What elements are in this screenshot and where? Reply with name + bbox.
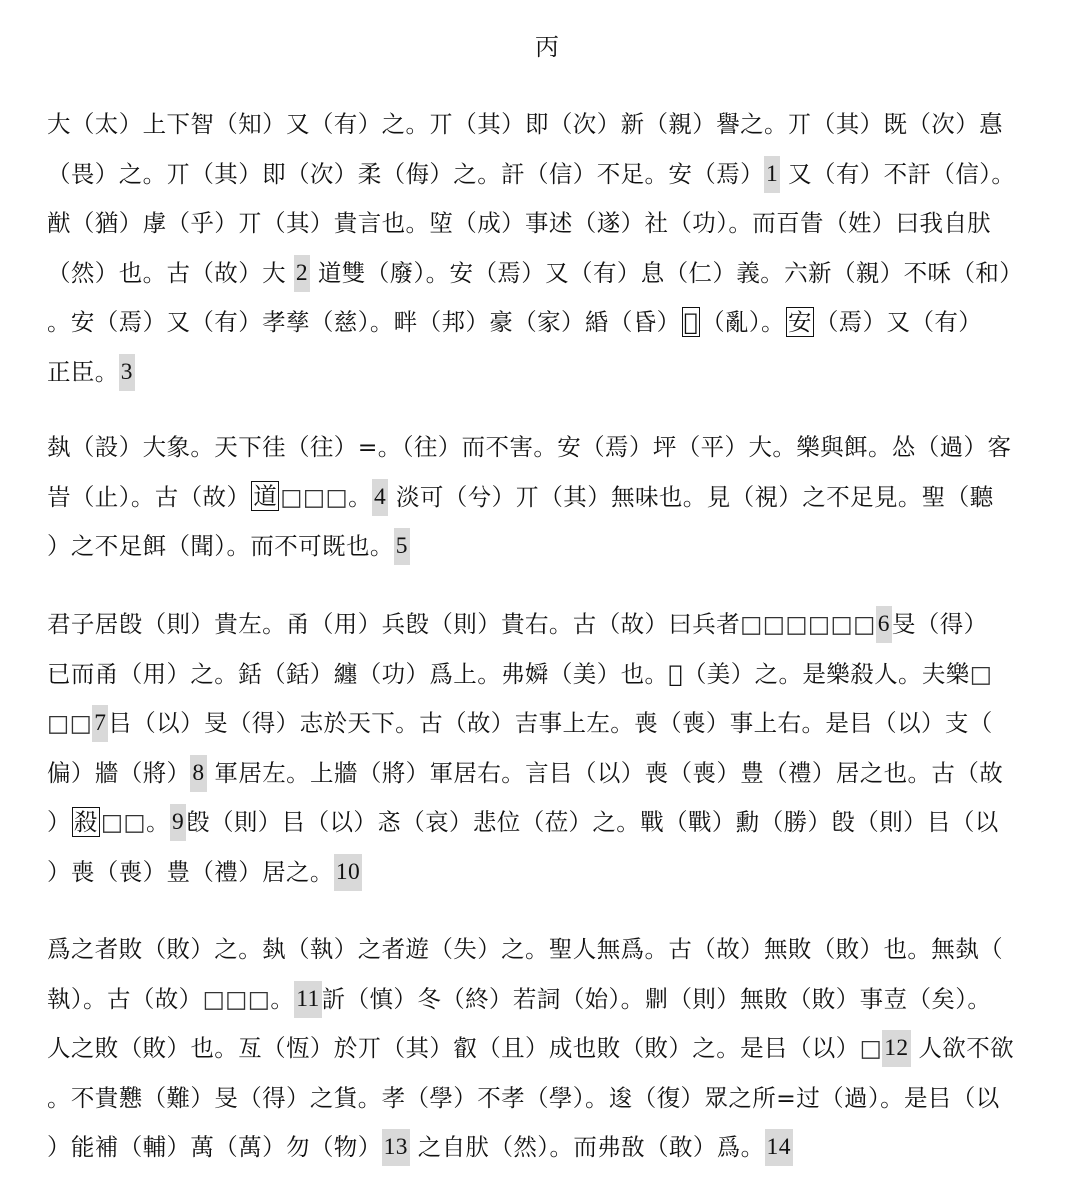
text-line (47, 848, 1052, 898)
text-segment: 爲之者敗（敗）之。埶（執）之者遊（失）之。聖人無爲。古（故）無敗（敗）也。無埶（ (47, 935, 1003, 963)
text-segment: 旻（得） (891, 610, 988, 638)
text-line (47, 925, 1052, 975)
slip-number: 9 (170, 804, 186, 841)
text-line (47, 798, 1052, 848)
slip-number: 13 (382, 1129, 410, 1166)
text-line (47, 249, 1052, 299)
paragraph-4 (47, 925, 1052, 1173)
text-line (47, 423, 1052, 473)
text-segment: （畏）之。丌（其）即（次）柔（侮）之。訐（信）不足。安（焉） (47, 159, 764, 188)
text-segment: 大（太）上下智（知）又（有）之。丌（其）即（次）新（親）譽之。丌（其）既（次）惪 (47, 110, 1003, 138)
text-segment: 。 (146, 808, 170, 836)
text-segment: 道雙（廢）。安（焉）又（有）息（仁）義。六新（親）不咊（和） (310, 258, 1024, 287)
text-segment: （亂）。 (701, 308, 785, 336)
text-segment: 。 (270, 984, 295, 1013)
text-segment: 訢（慎）冬（終）若詞（始）。𠟭（則）無敗（敗）事壴（矣）。 (321, 984, 992, 1013)
text-segment: 淡可（兮）丌（其）無味也。見（視）之不足見。聖（聽 (388, 482, 994, 511)
text-line (47, 1024, 1052, 1074)
text-line (47, 650, 1052, 700)
slip-number: 14 (765, 1129, 793, 1166)
text-line (47, 100, 1052, 150)
slip-number: 6 (876, 606, 892, 643)
text-segment: ）喪（喪）豊（禮）居之。 (47, 857, 334, 886)
slip-number: 4 (372, 479, 388, 516)
paragraph-2 (47, 423, 1052, 572)
text-line (47, 522, 1052, 572)
text-line (47, 699, 1052, 749)
text-line (47, 975, 1052, 1025)
slip-number: 11 (294, 981, 321, 1018)
missing-characters: □□□ (280, 482, 349, 511)
slip-number: 8 (190, 755, 206, 792)
boxed-character: 安 (787, 307, 812, 336)
missing-characters: □□□□□□ (740, 610, 876, 638)
text-line (47, 1074, 1052, 1124)
text-line (47, 749, 1052, 799)
text-segment: 已而甬（用）之。銛（銛）纏（功）爲上。弗𡡞（美）也。𢼸（美）之。是樂殺人。夫樂 (47, 659, 970, 688)
paragraph-3 (47, 600, 1052, 897)
text-line (47, 150, 1052, 200)
slip-number: 3 (119, 354, 135, 391)
slip-number: 1 (764, 156, 780, 193)
text-segment: ）能補（輔）萬（萬）勿（物） (47, 1133, 382, 1161)
text-line (47, 298, 1052, 348)
text-segment: 。安（焉）又（有）孝孳（慈）。畔（邦）豪（家）緍（昏） (47, 308, 681, 336)
text-segment: 㠯（以）旻（得）志於天下。古（故）吉事上左。喪（喪）事上右。是㠯（以）支（ (108, 709, 993, 737)
text-segment: 正臣。 (47, 357, 119, 386)
text-line (47, 348, 1052, 398)
text-segment: 執）。古（故） (47, 984, 203, 1013)
missing-characters: □ (969, 659, 993, 688)
slip-number: 10 (334, 854, 362, 891)
slip-number: 7 (92, 705, 108, 742)
text-segment: 偏）牆（將） (47, 758, 191, 787)
missing-characters: □□ (47, 709, 93, 737)
text-segment: 之自肰（然）。而弗敔（敢）爲。 (409, 1133, 765, 1161)
text-segment: （然）也。古（故）大 (47, 258, 294, 287)
text-segment: 。 (348, 482, 372, 511)
text-segment: 𣪘（則）㠯（以）忞（哀）悲位（莅）之。戰（戰）勳（勝）𣪘（則）㠯（以 (186, 808, 999, 836)
text-segment: 猷（猶）虖（乎）丌（其）貴言也。埅（成）事述（遂）社（功）。而百眚（姓）曰我自肰 (47, 209, 992, 237)
text-segment: 又（有）不訐（信）。 (780, 159, 1016, 188)
missing-characters: □□□ (202, 984, 271, 1013)
boxed-character: 道 (253, 482, 278, 510)
text-segment: （焉）又（有） (814, 308, 983, 336)
boxed-character: 殺 (73, 807, 98, 836)
text-segment: 軍居左。上牆（將）軍居右。言㠯（以）喪（喪）豊（禮）居之也。古（故 (206, 758, 1004, 787)
text-segment: 。不貴戁（難）旻（得）之貨。孝（學）不孝（學）。逡（復）眾之所= (47, 1083, 797, 1112)
text-line (47, 1123, 1052, 1173)
missing-characters: □□ (100, 808, 147, 836)
slip-number: 5 (394, 528, 410, 565)
text-segment: 。（往）而不害。安（焉）坪（平）大。樂與餌。怂（過）客 (377, 433, 1012, 461)
text-segment: 峕（止）。古（故） (47, 482, 251, 511)
text-segment: ） (47, 808, 71, 836)
text-segment: 人之敗（敗）也。亙（恆）於丌（其）叡（且）成也敗（敗）之。是㠯（以） (47, 1034, 860, 1062)
text-line (47, 199, 1052, 249)
text-segment: 埶（設）大象。天下徍（往）= (47, 433, 378, 461)
text-line (47, 600, 1052, 650)
text-line (47, 473, 1052, 523)
boxed-character: 𠃧 (683, 307, 699, 336)
missing-characters: □ (859, 1034, 883, 1062)
page-title: 丙 (535, 33, 559, 61)
text-segment: 君子居𣪘（則）貴左。甬（用）兵𣪘（則）貴右。古（故）曰兵者 (47, 610, 741, 638)
text-segment: 人欲不欲 (910, 1034, 1015, 1062)
slip-number: 12 (882, 1030, 910, 1067)
paragraph-1 (47, 100, 1052, 397)
text-segment: ）之不足餌（聞）。而不可既也。 (47, 532, 394, 560)
slip-number: 2 (294, 255, 310, 292)
text-segment: 过（過）。是㠯（以 (796, 1083, 1000, 1112)
